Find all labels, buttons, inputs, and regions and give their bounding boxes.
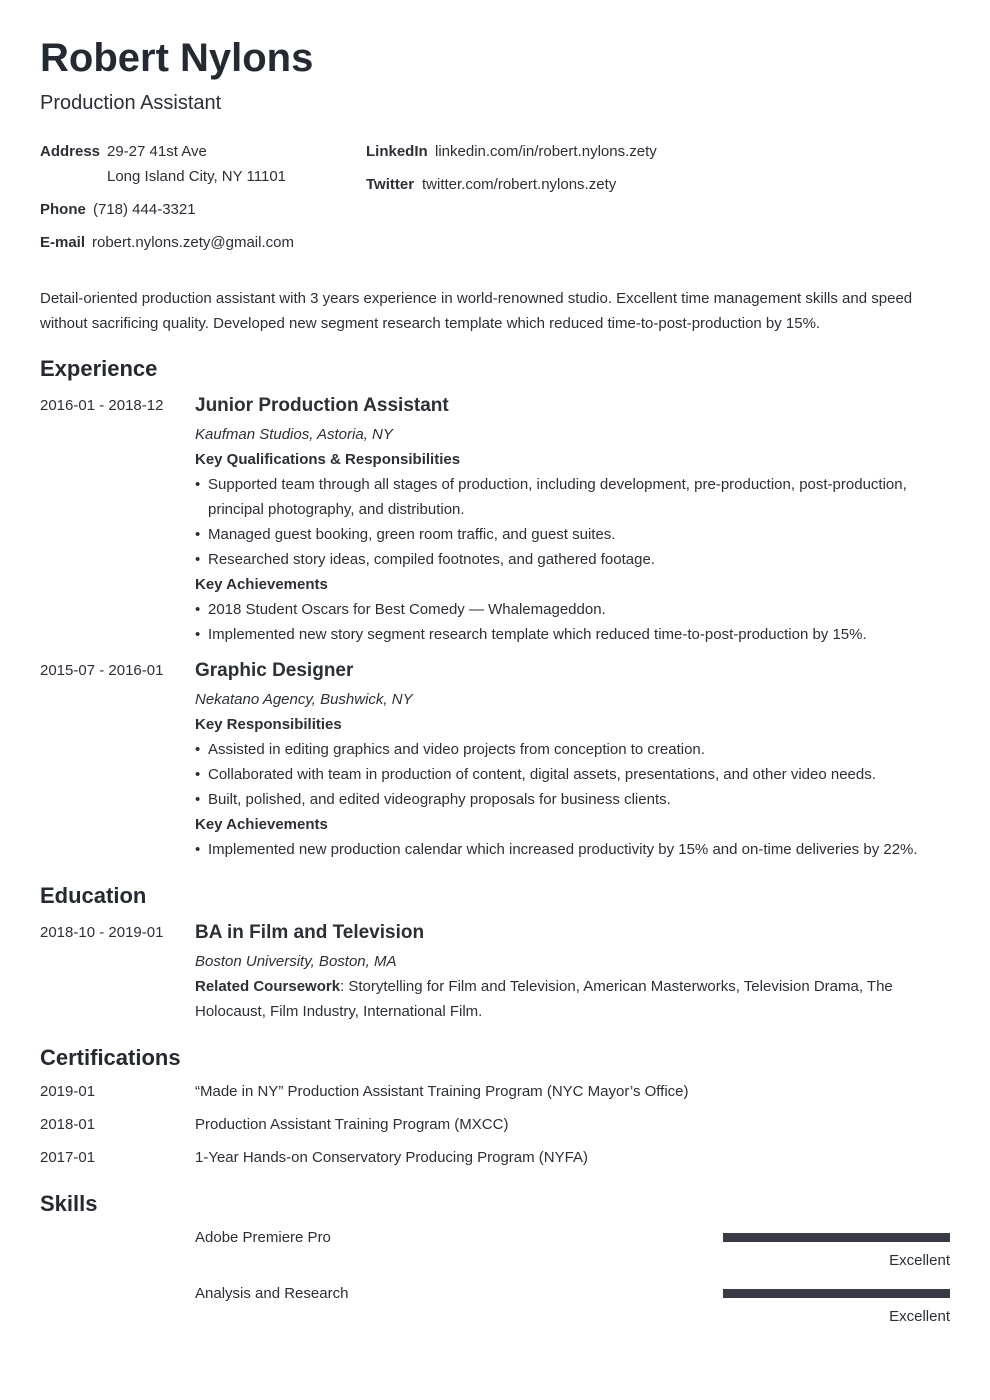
email-value: robert.nylons.zety@gmail.com [92,234,294,251]
certifications-heading: Certifications [40,1045,181,1070]
experience-heading: Experience [40,356,158,381]
address-label: Address [40,143,101,160]
profile-summary: Detail-oriented production assistant with 3 years experience in world-renowned studio. Excellent time management skills and speed without sacrificing quality. Developed new segment research template which reduced time-to-post-production by 15%. [40,290,913,332]
job-1-resp-1: • Supported team through all stages of production, including development, pre-production, post-production, principal photography, and distribution. [195,472,948,522]
skill-2-bar [723,1289,950,1298]
job-2-title: Graphic Designer [195,660,354,681]
job-2-ach-heading: Key Achievements [195,816,328,833]
cert-2-date: 2018-01 [40,1116,96,1133]
job-1-resp-2: • Managed guest booking, green room traffic, and guest suites. [195,522,948,547]
education-degree: BA in Film and Television [195,922,425,943]
skill-1-name: Adobe Premiere Pro [195,1229,331,1246]
cert-1-date: 2019-01 [40,1083,96,1100]
education-dates: 2018-10 - 2019-01 [40,924,164,941]
education-heading: Education [40,883,147,908]
cert-2-name: Production Assistant Training Program (MXCC) [195,1116,509,1133]
skill-2-bar-fill [723,1289,950,1298]
job-2-resp-heading: Key Responsibilities [195,716,342,733]
job-2-company: Nekatano Agency, Bushwick, NY [195,691,413,708]
job-1-ach-1: • 2018 Student Oscars for Best Comedy — Whalemageddon. [195,597,948,622]
cert-3-date: 2017-01 [40,1149,96,1166]
cert-1-name: “Made in NY” Production Assistant Training Program (NYC Mayor’s Office) [195,1083,689,1100]
job-1-resp-heading: Key Qualifications & Responsibilities [195,451,461,468]
education-school: Boston University, Boston, MA [195,953,397,970]
job-2-resp-3: • Built, polished, and edited videography proposals for business clients. [195,787,948,812]
job-1-title: Junior Production Assistant [195,395,449,416]
job-2-dates: 2015-07 - 2016-01 [40,662,164,679]
twitter-label: Twitter [366,176,415,193]
address-line1: 29-27 41st Ave [107,143,207,160]
skill-1-level: Excellent [889,1252,950,1269]
phone-label: Phone [40,201,86,218]
job-1-company: Kaufman Studios, Astoria, NY [195,426,393,443]
job-title: Production Assistant [40,92,222,114]
job-2-ach-1: • Implemented new production calendar which increased productivity by 15% and on-time deliveries by 22%. [195,837,948,862]
skill-1-bar-fill [723,1233,950,1242]
email-label: E-mail [40,234,86,251]
candidate-name: Robert Nylons [40,36,314,80]
education-coursework [195,974,915,1024]
coursework-label: Related Coursework [195,978,341,995]
linkedin-label: LinkedIn [366,143,428,160]
cert-3-name: 1-Year Hands-on Conservatory Producing Program (NYFA) [195,1149,588,1166]
job-1-ach-heading: Key Achievements [195,576,328,593]
twitter-value: twitter.com/robert.nylons.zety [422,176,617,193]
skill-2-level: Excellent [889,1308,950,1325]
job-1-ach-2: • Implemented new story segment research template which reduced time-to-post-production by 15%. [195,622,948,647]
job-2-resp-2: • Collaborated with team in production of content, digital assets, presentations, and other video needs. [195,762,948,787]
linkedin-value: linkedin.com/in/robert.nylons.zety [435,143,657,160]
skill-1-bar [723,1233,950,1242]
skills-heading: Skills [40,1191,98,1216]
job-2-resp-1: • Assisted in editing graphics and video projects from conception to creation. [195,737,948,762]
job-1-dates: 2016-01 - 2018-12 [40,397,164,414]
coursework-list: : Storytelling for Film and Television, American Masterworks, Television Drama, The Holocaust, Film Industry, International Film. [195,978,893,1020]
job-1-resp-3: • Researched story ideas, compiled footnotes, and gathered footage. [195,547,948,572]
skill-2-name: Analysis and Research [195,1285,349,1302]
phone-value: (718) 444-3321 [93,201,196,218]
address-line2: Long Island City, NY 11101 [107,168,287,185]
